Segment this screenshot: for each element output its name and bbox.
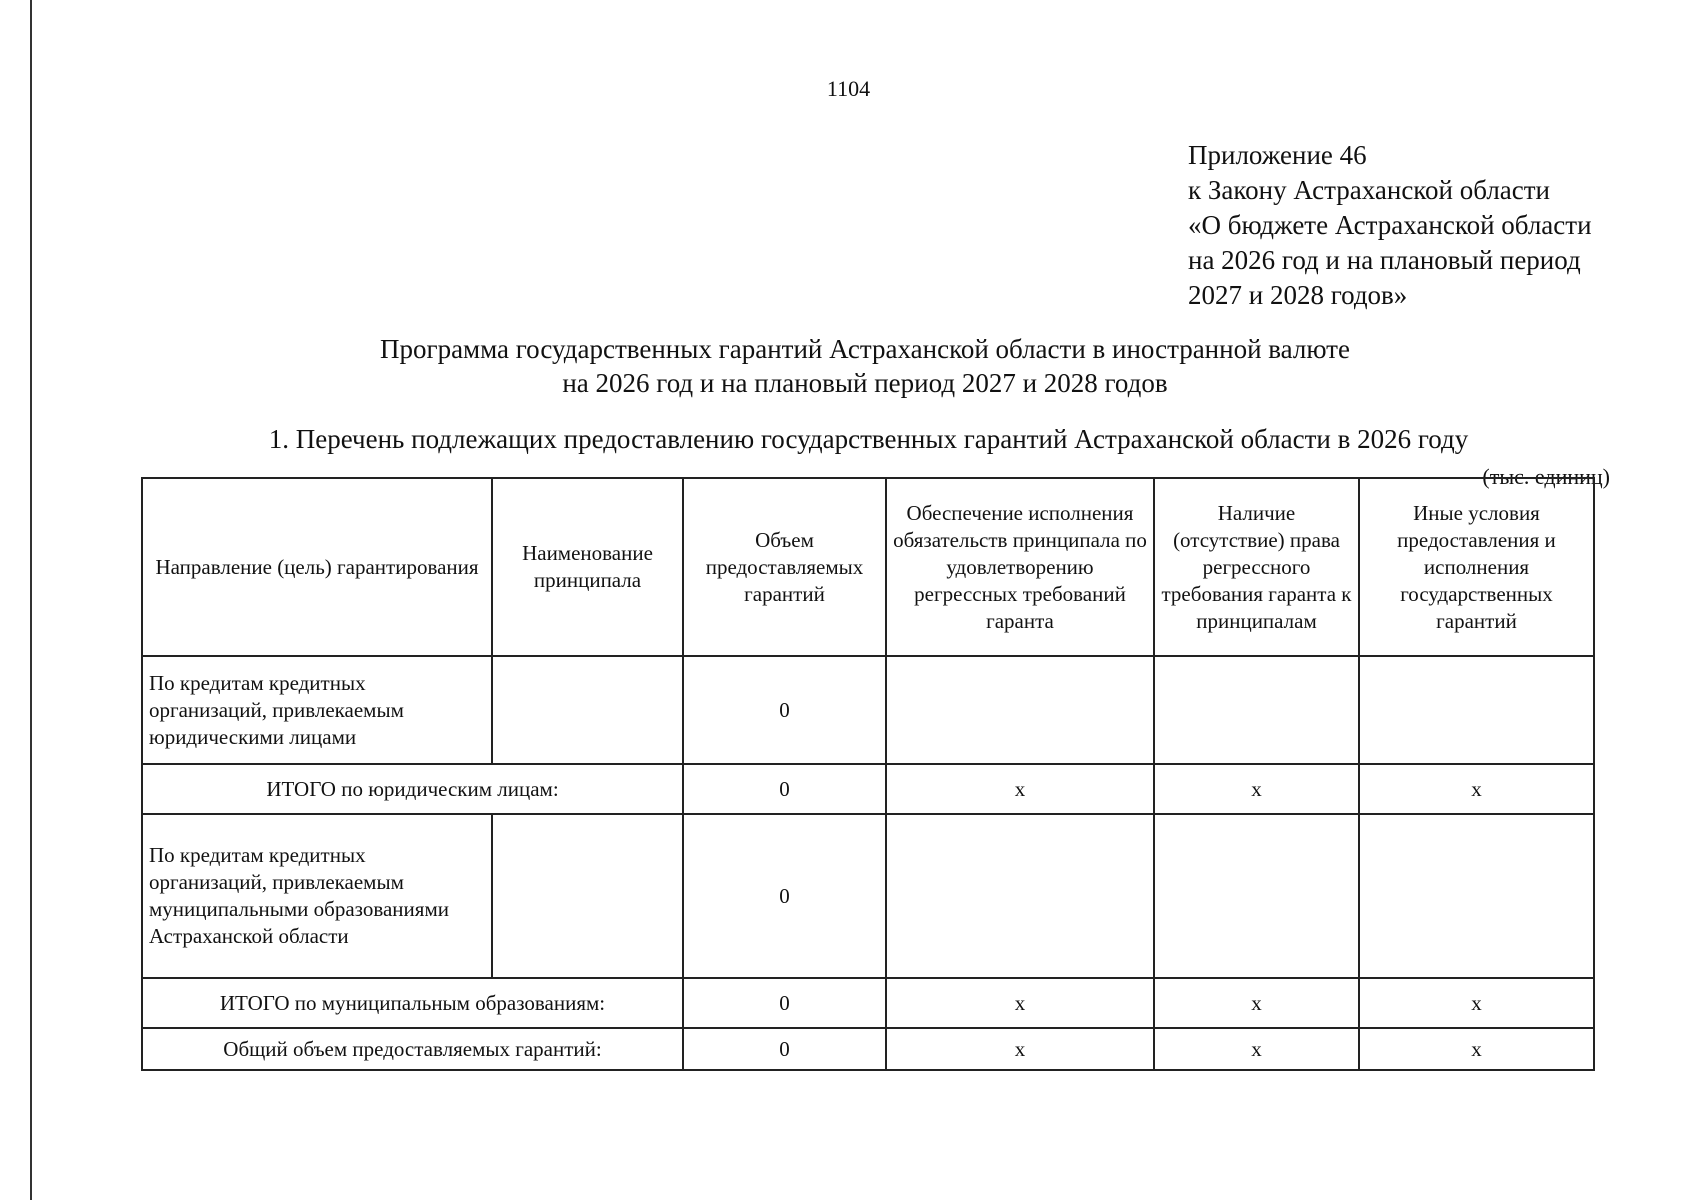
cell-other-conditions: х: [1359, 764, 1594, 814]
table-row: [142, 814, 1594, 978]
cell-security: х: [886, 978, 1154, 1028]
appendix-line: к Закону Астраханской области: [1188, 175, 1551, 205]
page-number: 1104: [826, 76, 871, 101]
cell-volume: 0: [683, 978, 886, 1028]
cell-recourse: х: [1154, 978, 1359, 1028]
table-row-total: [142, 978, 1594, 1028]
cell-volume: 0: [683, 764, 886, 814]
cell-other-conditions: [1359, 656, 1594, 764]
table-row: [142, 656, 1594, 764]
cell-total-label: Общий объем предоставляемых гарантий:: [142, 1028, 683, 1070]
cell-volume: 0: [683, 656, 886, 764]
document-title-line: на 2026 год и на плановый период 2027 и 2028 годов: [562, 368, 1168, 398]
table-header-row: [142, 478, 1594, 656]
cell-recourse: [1154, 814, 1359, 978]
cell-volume: 0: [683, 814, 886, 978]
document-title: [0, 332, 1697, 400]
cell-other-conditions: х: [1359, 978, 1594, 1028]
header-security: Обеспечение исполнения обязательств принципала по удовлетворению регрессных требований гаранта: [886, 478, 1154, 656]
cell-security: х: [886, 764, 1154, 814]
guarantees-table: [141, 477, 1595, 1071]
cell-recourse: х: [1154, 764, 1359, 814]
cell-purpose: По кредитам кредитных организаций, привлекаемым муниципальными образованиями Астраханской области: [142, 814, 492, 978]
appendix-block: [1188, 138, 1592, 313]
cell-other-conditions: [1359, 814, 1594, 978]
header-volume: Объем предоставляемых гарантий: [683, 478, 886, 656]
cell-total-label: ИТОГО по муниципальным образованиям:: [142, 978, 683, 1028]
cell-volume: 0: [683, 1028, 886, 1070]
cell-security: [886, 656, 1154, 764]
cell-security: х: [886, 1028, 1154, 1070]
table-row-grand-total: [142, 1028, 1594, 1070]
cell-recourse: [1154, 656, 1359, 764]
appendix-line: «О бюджете Астраханской области: [1188, 210, 1592, 240]
appendix-line: на 2026 год и на плановый период: [1188, 245, 1581, 275]
cell-other-conditions: х: [1359, 1028, 1594, 1070]
document-title-line: Программа государственных гарантий Астраханской области в иностранной валюте: [380, 334, 1350, 364]
cell-security: [886, 814, 1154, 978]
cell-principal: [492, 814, 683, 978]
cell-principal: [492, 656, 683, 764]
appendix-line: Приложение 46: [1188, 140, 1367, 170]
table-row-total: [142, 764, 1594, 814]
appendix-line: 2027 и 2028 годов»: [1188, 280, 1408, 310]
page-left-border: [30, 0, 32, 1200]
cell-total-label: ИТОГО по юридическим лицам:: [142, 764, 683, 814]
units-note: (тыс. единиц): [1482, 464, 1610, 489]
header-other-conditions: Иные условия предоставления и исполнения государственных гарантий: [1359, 478, 1594, 656]
section-title: 1. Перечень подлежащих предоставлению государственных гарантий Астраханской области в 2026 году: [268, 424, 1469, 454]
header-principal: Наименование принципала: [492, 478, 683, 656]
header-recourse: Наличие (отсутствие) права регрессного требования гаранта к принципалам: [1154, 478, 1359, 656]
cell-purpose: По кредитам кредитных организаций, привлекаемым юридическими лицами: [142, 656, 492, 764]
cell-recourse: х: [1154, 1028, 1359, 1070]
header-purpose: Направление (цель) гарантирования: [142, 478, 492, 656]
